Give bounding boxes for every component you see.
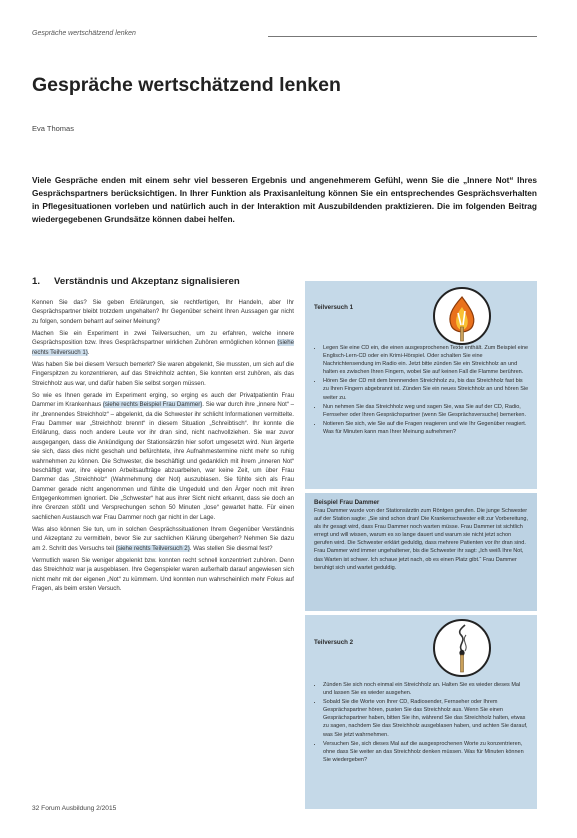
- box-text: Frau Dammer wurde von der Stationsärztin zum Röntgen gerufen. Die junge Schwester auf der Station sagte: „Sie sind schon dran! Die Krankenschwester eilt zur Vorbereitung, als ihr gesagt wird, dass Frau Dammer noch warten müsse. Frau Dammer ist sichtlich erregt und will wissen, warum es so lange dauert und warum sie nicht jetzt schon gerufen wird. Die Schwester erklärt geduldig, dass mehrere Patienten vor ihr dran sind. Frau Dammer wird immer ungehaltener, bis die Schwester ihr sagt: „Ich weiß Ihre Not, das Warten ist schwer. Ich schaue jetzt nach, ob es einen Platz gibt.“ Frau Dammer beruhigt sich und wartet geduldig.: [314, 508, 529, 571]
- body-text: .: [87, 348, 90, 356]
- box-label: Teilversuch 2: [314, 639, 354, 646]
- running-head-text: Gespräche wertschätzend lenken: [32, 30, 136, 37]
- list-item: • Nun nehmen Sie das Streichholz weg und sagen Sie, was Sie auf der CD, Radio, Fernseher oder Ihren Gesprächspartner (wenn Sie Gesprächsversuche) bemerken.: [323, 403, 529, 419]
- body-paragraph: [32, 525, 294, 553]
- box-label: Teilversuch 1: [314, 304, 354, 311]
- burning-match-icon: [433, 287, 491, 345]
- section-number: 1.: [32, 276, 41, 287]
- body-text: Was also können Sie tun, um in solchen Gesprächssituationen Ihrem Gegenüber Verständnis und Akzeptanz zu vermitteln, bevor Sie zur sachlichen Klärung übergehen? Nehmen Sie dazu am 2. Schritt des Versuchs teil: [32, 525, 294, 552]
- burning-match-graphic: [435, 289, 489, 343]
- body-text: Kennen Sie das? Sie geben Erklärungen, sie rechtfertigen, Ihr Handeln, aber Ihr Gesprächspartner bleibt trotzdem ungehalten? Ihr Gegenüber scheint Ihren Aussagen gar nicht zu folgen, sondern beharrt auf seiner Meinung?: [32, 299, 294, 325]
- page-footer: 32 Forum Ausbildung 2/2015: [32, 805, 117, 812]
- box-list: [314, 344, 529, 437]
- list-item: • Hören Sie der CD mit dem brennenden Streichholz zu, bis das Streichholz fast bis zu Ihren Fingern abgebrannt ist. Zünden Sie ein neues Streichholz an und hören Sie weiter zu.: [323, 377, 529, 401]
- running-head-rule: [268, 36, 537, 37]
- body-paragraph: [32, 329, 294, 357]
- extinguished-match-icon: [433, 619, 491, 677]
- body-paragraph: [32, 391, 294, 522]
- body-text: . Sie war durch ihre „innere Not“ – ihr „brennendes Streichholz“ – abgelenkt, da die Schwester ihr schlicht Informationen vermittelte. Frau Dammer war „Streichholz brennt“ in diesem Situation „Schreibtisch“. Ihr konnte die Erklärung, dass noch andere Leute vor ihr dran sind, nicht nachvollziehen. Sie war zuvor ausgegangen, dass die Ankündigung der Stationsärztin hier sofort umgesetzt wird. Nun ärgerte sie sich, dass dies nicht geschah und befürchtete, ihre Aufnahmestermine nicht mehr so ruhig wahrnehmen zu können. Die Schwester, die beschäftigt und gedanklich mit ihrem „inneren Not“ beschäftigt war, ihre eigenen Arbeitsaufträge abzuarbeiten, war keine Zeit, um über Frau Dammer das „Streichholz“ (Wahrnehmung der Not) auszublasen. Sie fühlte sich als Frau Dammer gerade nicht angenommen und fühlte die Ungeduld und den Ärger noch mit ihren Entgegenkommen ignoriert. Die „Schwester“ hat aus ihrer Sicht nicht erkannt, dass sie doch an ihre Grenzen stößt und Versprechungen schon 50 Minuten „lose“ gewartet hatte. Für einen sachlichen Austausch war Frau Dammer noch gar nicht in der Lage.: [32, 401, 294, 521]
- box-list: [314, 681, 529, 765]
- sidebar-box-beispiel: [305, 493, 537, 611]
- body-text: So wie es Ihnen gerade im Experiment erging, so erging es auch der Privatpatientin Frau Dammer im Krankenhaus: [32, 392, 294, 409]
- sidebar-box-teilversuch-1: [305, 281, 537, 489]
- body-text: Machen Sie ein Experiment in zwei Teilversuchen, um zu erfahren, welche innere Gesprächsposition bzw. Ihres Gesprächspartner wirklichen Zuhören ermöglichen können: [32, 330, 294, 347]
- body-text: Vermutlich waren Sie weniger abgelenkt bzw. konnten recht schnell konzentriert zuhören. Denn das Streichholz war ja ausgeblasen. Ihre Gegenspieler waren außerhalb darauf angewiesen sich nicht mehr mit der eigenen „Not“ zu kümmern. Und konnten nun wahrscheinlich mehr Fokus auf Fragen, als beim ersten Versuch.: [32, 556, 294, 592]
- box-label: Beispiel Frau Dammer: [314, 499, 380, 506]
- running-head: [32, 30, 537, 42]
- section-heading: [32, 276, 240, 287]
- section-title: Verständnis und Akzeptanz signalisieren: [54, 276, 240, 287]
- list-item: • Notieren Sie sich, wie Sie auf die Fragen reagieren und wie Ihr Gegenüber reagiert. Was für Minuten kann man Ihrer Meinung aufnehmen?: [323, 420, 529, 436]
- sidebar-box-teilversuch-2: [305, 615, 537, 809]
- list-item: • Zünden Sie sich noch einmal ein Streichholz an. Halten Sie es wieder dieses Mal und lassen Sie es wieder ausgehen.: [323, 681, 529, 697]
- article-author: Eva Thomas: [32, 124, 74, 133]
- article-title: Gespräche wertschätzend lenken: [32, 74, 341, 96]
- sidebar: [305, 281, 537, 809]
- list-item: • Versuchen Sie, sich dieses Mal auf die ausgesprochenen Worte zu konzentrieren, ohne dass Sie weiter an das Streichholz denken müssen. Was für Minuten können Sie wiedergeben?: [323, 740, 529, 764]
- extinguished-match-graphic: [435, 621, 489, 675]
- body-text: Was haben Sie bei diesem Versuch bemerkt? Sie waren abgelenkt, Sie mussten, um sich auf die Fingerspitzen zu konzentrieren, auf das Streichholz achten, Sie konnten erst zuhören, als das Streichholz aus war, und dafür haben Sie selbst sorgen müssen.: [32, 361, 294, 387]
- body-paragraph: [32, 556, 294, 593]
- list-item: • Legen Sie eine CD ein, die einen ausgesprochenen Texte enthält. Zum Beispiel eine Englisch-Lern-CD oder ein Krimi-Hörspiel. Oder schalten Sie eine Nachrichtensendung im Radio ein. Jetzt bitte zünden Sie ein Streichholz an und halten es zwischen Ihren Fingern, wobei Sie auf keinen Fall die Flamme berühren.: [323, 344, 529, 376]
- cross-reference: (siehe rechts Teilversuch 2): [115, 544, 190, 552]
- body-column: [32, 298, 294, 596]
- list-item: • Sobald Sie die Worte von Ihrer CD, Radiosender, Fernseher oder Ihrem Gesprächspartner hören, pusten Sie das Streichholz aus. Wenn Sie einen Gesprächspartner haben, bitten Sie ihn, während Sie das Streichholz halten, etwas zu sagen, nachdem Sie das Streichholz ausgeblasen haben, und achten Sie darauf, was Sie jetzt wahrnehmen.: [323, 698, 529, 738]
- lead-paragraph: Viele Gespräche enden mit einem sehr viel besseren Ergebnis und angenehmerem Gefühl, wenn Sie die „Innere Not“ Ihres Gesprächspartners berücksichtigen. In Ihrer Funktion als Praxisanleitung können Sie ein entsprechendes Gesprächsverhalten in Pflegesituationen vorleben und natürlich auch in der Interaktion mit Auszubildenden praktizieren. Die im folgenden Beitrag wiedergegebenen Grundsätze können dabei helfen.: [32, 175, 537, 224]
- body-paragraph: [32, 298, 294, 326]
- body-text: . Was stellen Sie diesmal fest?: [189, 544, 273, 552]
- body-paragraph: [32, 360, 294, 388]
- cross-reference: (siehe rechts Teilversuch 1): [32, 339, 294, 356]
- cross-reference: (siehe rechts Beispiel Frau Dammer): [102, 401, 203, 409]
